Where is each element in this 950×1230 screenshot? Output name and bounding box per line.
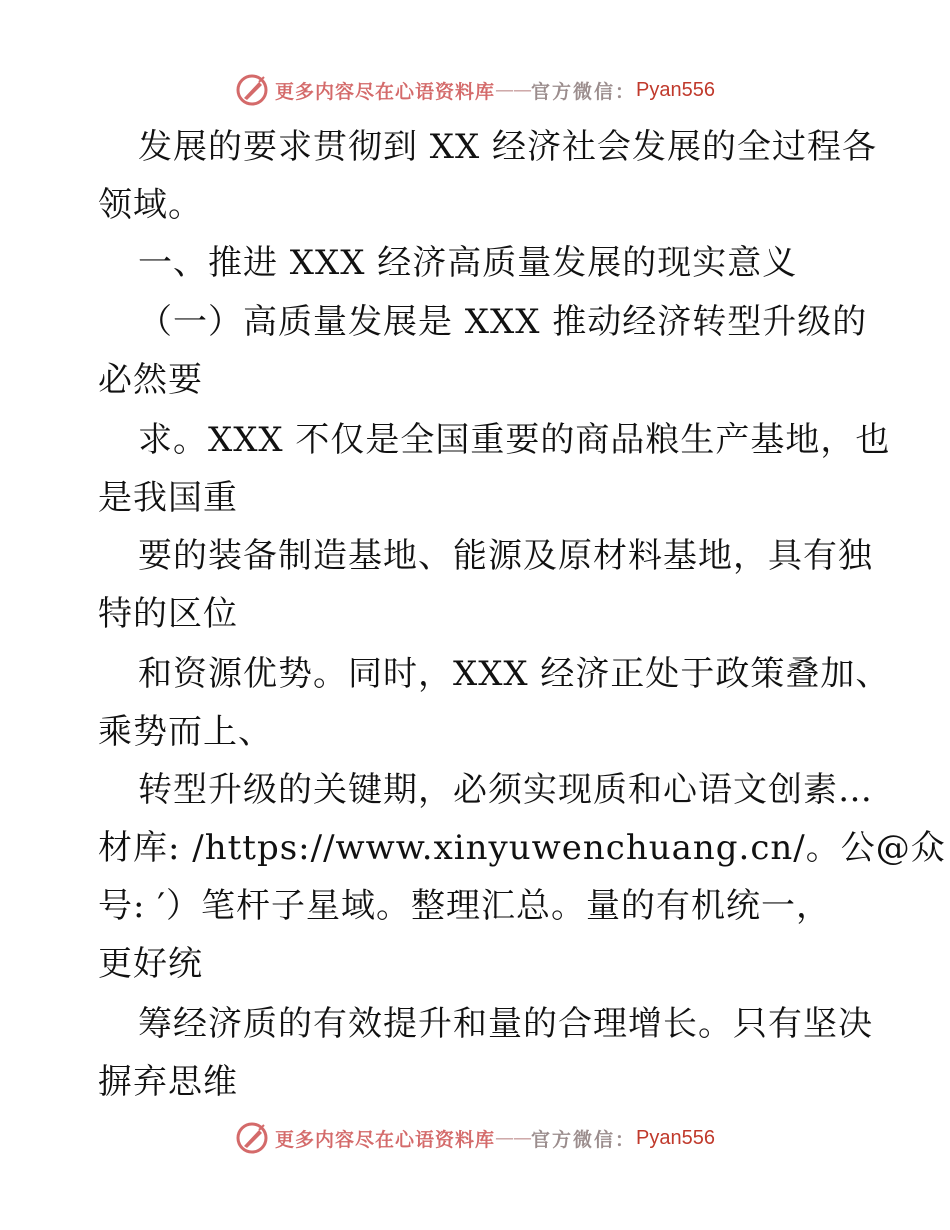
text-line: 发展的要求贯彻到 XX 经济社会发展的全过程各 bbox=[138, 127, 878, 167]
text-line: 求。XXX 不仅是全国重要的商品粮生产基地，也 bbox=[138, 420, 891, 460]
text-line: 号: ′）笔杆子星域。整理汇总。量的有机统一， bbox=[98, 886, 831, 926]
header-watermark-banner bbox=[0, 70, 950, 110]
banner-wechat-label: 官方微信： bbox=[531, 1128, 637, 1151]
banner-wechat-label: 官方微信： bbox=[531, 80, 637, 103]
text-line: 材库: /https://www.xinyuwenchuang.cn/。公@众 bbox=[98, 828, 946, 868]
subsection-heading: （一）高质量发展是 XXX 推动经济转型升级的 bbox=[138, 302, 868, 342]
text-line: 特的区位 bbox=[98, 594, 238, 634]
text-line: 筹经济质的有效提升和量的合理增长。只有坚决 bbox=[138, 1004, 873, 1044]
footer-watermark-banner bbox=[0, 1118, 950, 1158]
text-line: 是我国重 bbox=[98, 478, 238, 518]
quill-logo-icon bbox=[235, 1121, 269, 1155]
text-line: 要的装备制造基地、能源及原材料基地，具有独 bbox=[138, 536, 873, 576]
section-heading: 一、推进 XXX 经济高质量发展的现实意义 bbox=[138, 243, 798, 283]
text-line: 摒弃思维 bbox=[98, 1062, 238, 1102]
quill-logo-icon bbox=[235, 73, 269, 107]
text-line: 转型升级的关键期，必须实现质和心语文创素… bbox=[138, 770, 873, 810]
text-line: 和资源优势。同时，XXX 经济正处于政策叠加、 bbox=[138, 654, 891, 694]
banner-main-text: 更多内容尽在心语资料库 bbox=[275, 1128, 496, 1151]
text-line: 乘势而上、 bbox=[98, 712, 273, 752]
banner-wechat-id: Pyan556 bbox=[636, 78, 715, 101]
text-line: 更好统 bbox=[98, 944, 203, 984]
text-line: 必然要 bbox=[98, 360, 203, 400]
text-line: 领域。 bbox=[98, 185, 203, 225]
banner-main-text: 更多内容尽在心语资料库 bbox=[275, 80, 496, 103]
banner-dash: —— bbox=[495, 1127, 532, 1149]
banner-dash: —— bbox=[495, 79, 532, 101]
banner-wechat-id: Pyan556 bbox=[636, 1126, 715, 1149]
